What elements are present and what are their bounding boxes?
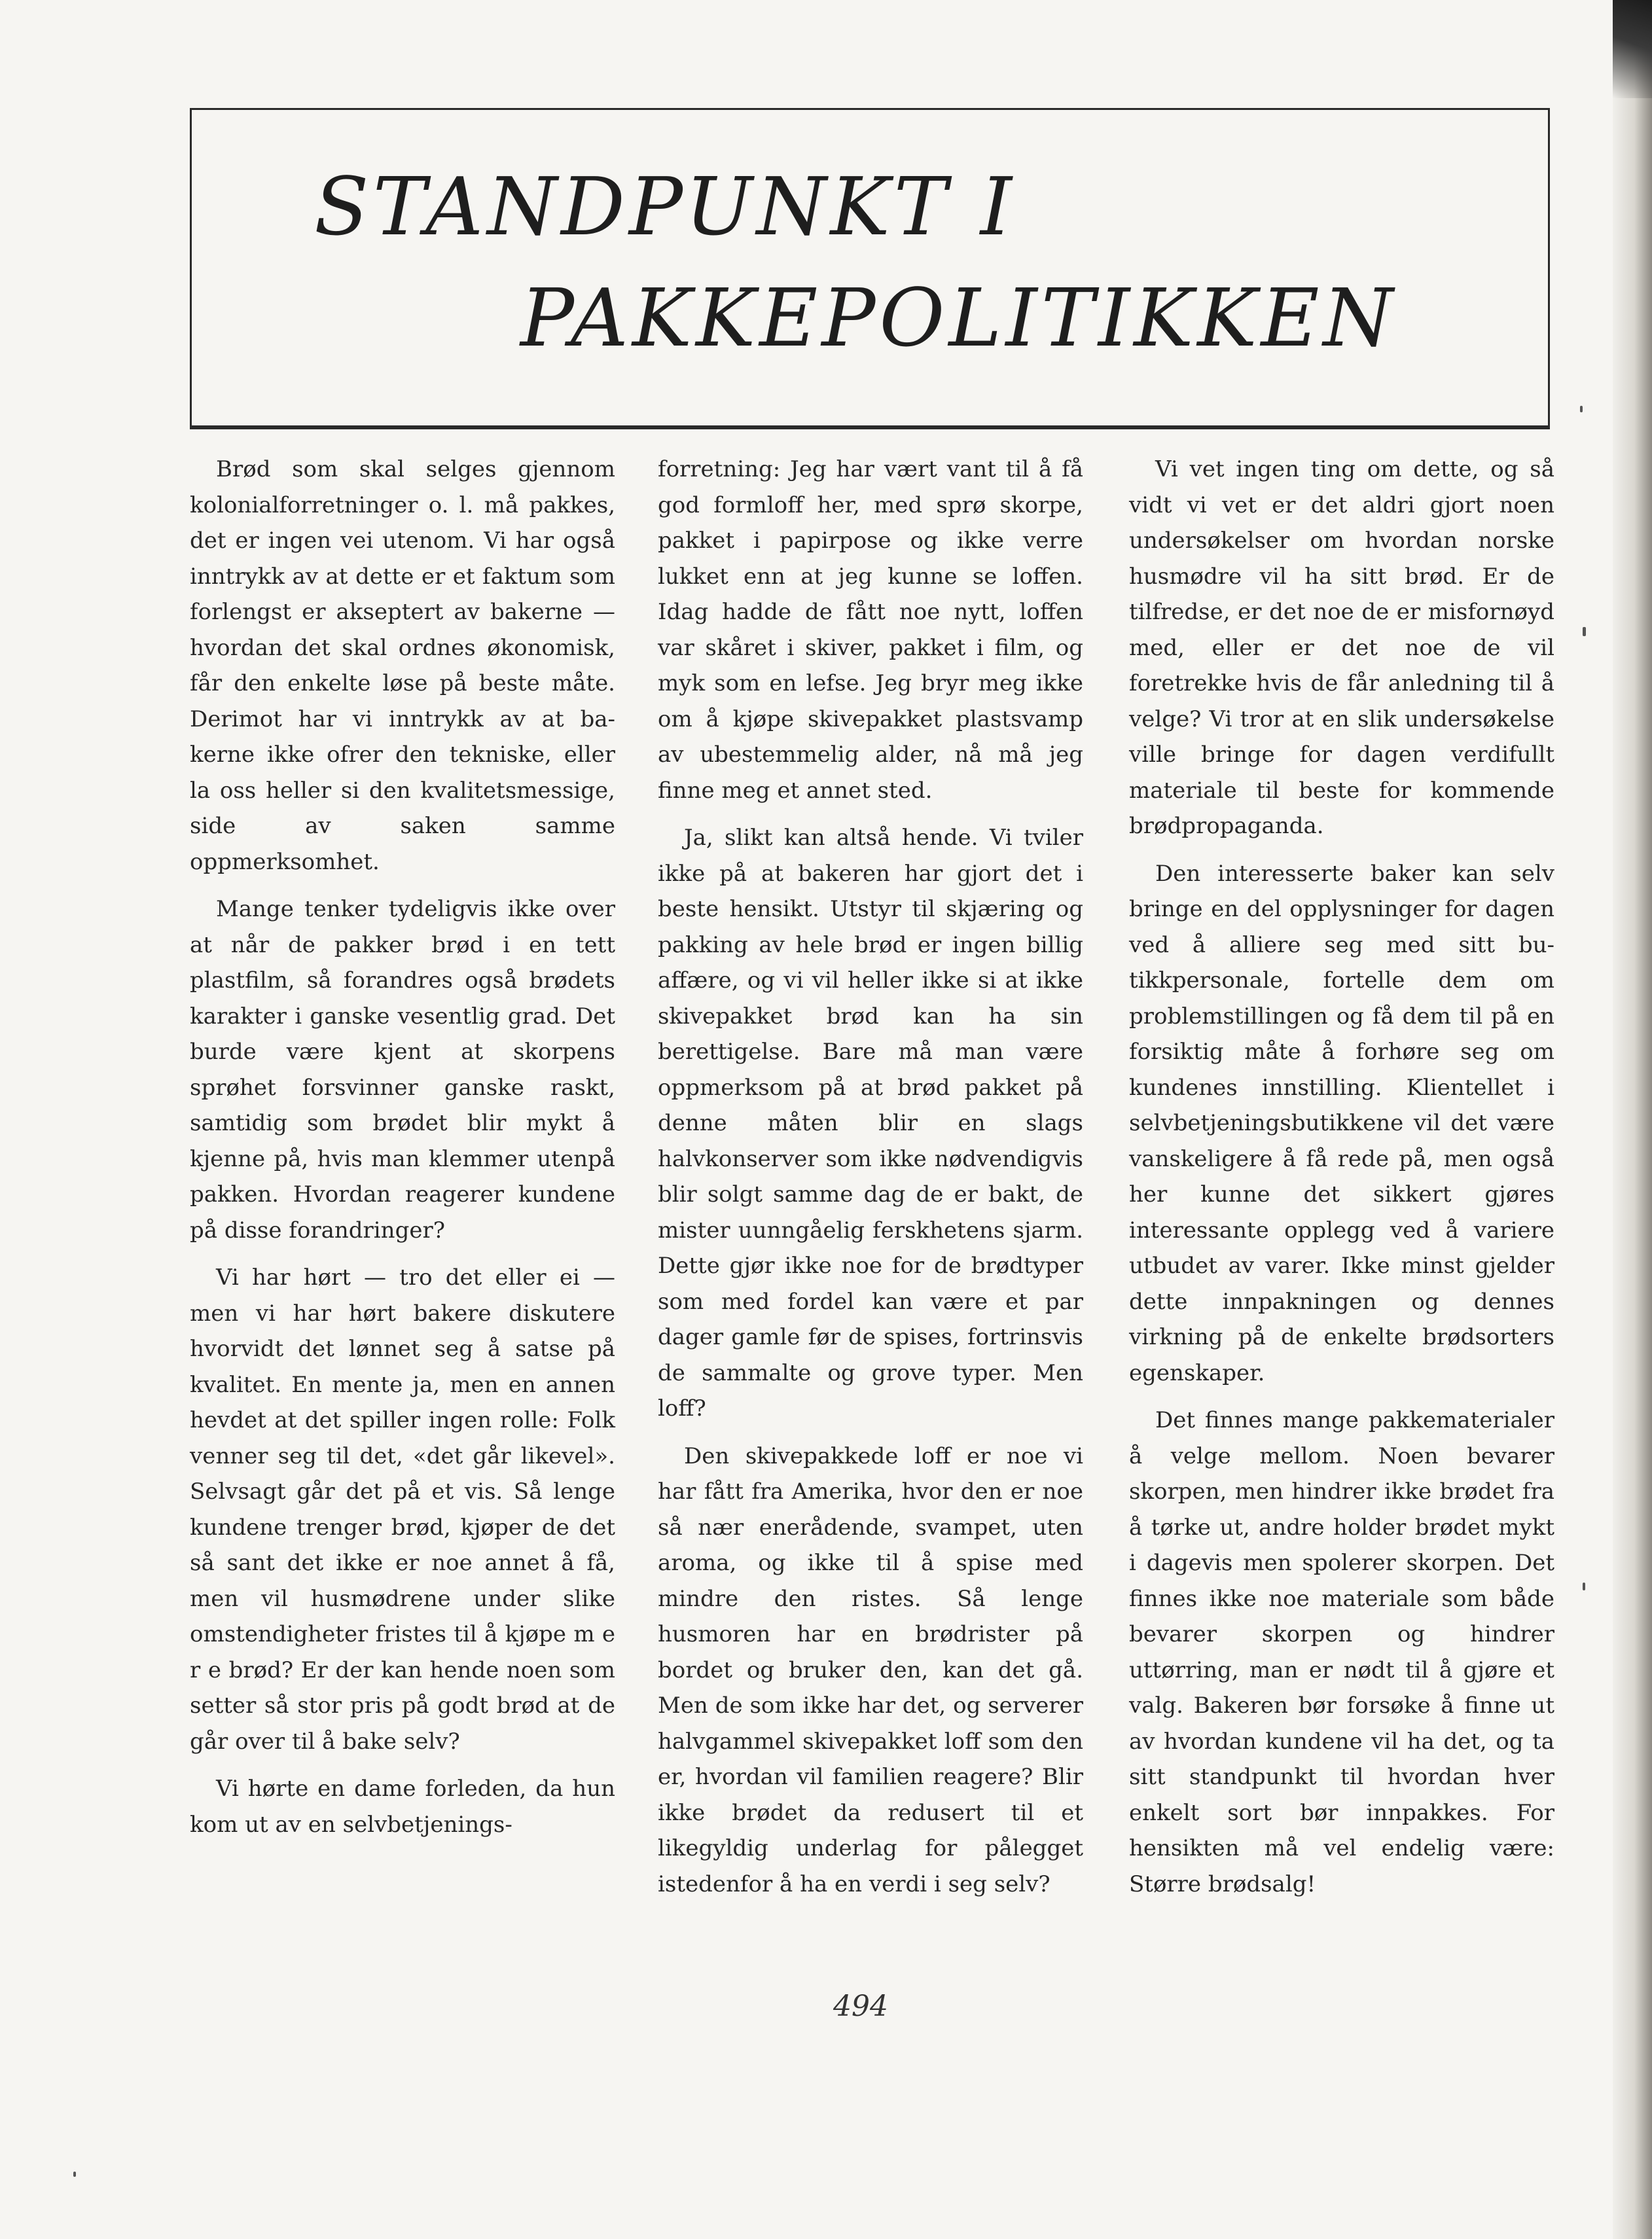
paragraph: Brød som skal selges gjennom kolonialforretninger o. l. må pakkes, det er ingen vei utenom. Vi har også inntrykk av at dette er et faktum som forlengst er akseptert av bakerne — hvordan det skal ordnes økonomisk, får den enkelte løse på beste måte. Derimot har vi inntrykk av at bakerne ikke ofrer den tekniske, eller la oss heller si den kvalitetsmessige, side av saken samme oppmerksomhet. xyxy=(190,456,615,875)
paragraph: Vi vet ingen ting om dette, og så vidt vi vet er det aldri gjort noen undersøkelser om hvordan norske husmødre vil ha sitt brød. Er de tilfredse, er det noe de er misfornøyd med, eller er det noe de vil foretrekke hvis de får anledning til å velge? Vi tror at en slik undersøkelse ville bringe for dagen verdifullt materiale til beste for kommende brødpropaganda. xyxy=(1129,456,1554,839)
margin-speck xyxy=(1580,406,1583,412)
paragraph: Det finnes mange pakkematerialer å velge mellom. Noen bevarer skorpen, men hindrer ikke brødet fra å tørke ut, andre holder brødet mykt i dagevis men spolerer skorpen. Det finnes ikke noe materiale som både bevarer skorpen og hindrer uttørring, man er nødt til å gjøre et valg. Bakeren bør forsøke å finne ut av hvordan kundene vil ha det, og ta sitt standpunkt til hvordan hver enkelt sort bør innpakkes. For hensikten må vel endelig være: Større brødsalg! xyxy=(1129,1407,1554,1897)
paragraph: Den skivepakkede loff er noe vi har fått fra Amerika, hvor den er noe så nær enerådende, svampet, uten aroma, og ikke til å spise med mindre den ristes. Så lenge husmoren har en brødrister på bordet og bruker den, kan det gå. Men de som ikke har det, og serverer halvgammel skivepakket loff som den er, hvordan vil familien reagere? Blir ikke brødet da redusert til et likegyldig underlag for pålegget istedenfor å ha en verdi i seg selv? xyxy=(658,1442,1083,1897)
text-column-2 xyxy=(658,452,1083,1914)
title-underline-rule xyxy=(190,427,1550,429)
paragraph: Vi hørte en dame forleden, da hun kom ut av en selvbetjenings- xyxy=(190,1776,615,1838)
paragraph: Ja, slikt kan altså hende. Vi tviler ikke på at bakeren har gjort det i beste hensikt. Utstyr til skjæring og pakking av hele brød er ingen billig affære, og vi vil heller ikke si at ikke skivepakket brød kan ha sin berettigelse. Bare må man være oppmerksom på at brød pakket på denne måten blir en slags halvkonserver som ikke nødvendigvis blir solgt samme dag de er bakt, de mister uunngåelig ferskhetens sjarm. Dette gjør ikke noe for de brødtyper som med fordel kan være et par dager gamle før de spises, fortrinsvis de sammalte og grove typer. Men loff? xyxy=(658,825,1083,1422)
margin-speck xyxy=(1583,1583,1585,1590)
paragraph: Den interesserte baker kan selv bringe en del opplysninger for dagen ved å alliere seg med sitt butikkpersonale, fortelle dem om problemstillingen og få dem til på en forsiktig måte å forhøre seg om kundenes innstilling. Klientellet i selvbetjeningsbutikkene vil det være vanskeligere å få rede på, men også her kunne det sikkert gjøres interessante opplegg ved å variere utbudet av varer. Ikke minst gjelder dette innpakningen og dennes virkning på de enkelte brødsorters egenskaper. xyxy=(1129,860,1554,1386)
paragraph: Vi har hørt — tro det eller ei — men vi har hørt bakere diskutere hvorvidt det lønnet seg å satse på kvalitet. En mente ja, men en annen hevdet at det spiller ingen rolle: Folk venner seg til det, «det går likevel». Selvsagt går det på et vis. Så lenge kundene trenger brød, kjøper de det så sant det ikke er noe annet å få, men vil husmødrene under slike omstendigheter fristes til å kjøpe m e r e brød? Er der kan hende noen som setter så stor pris på godt brød at de går over til å bake selv? xyxy=(190,1264,615,1755)
paragraph: forretning: Jeg har vært vant til å få god formloff her, med sprø skorpe, pakket i papirpose og ikke verre lukket enn at jeg kunne se loffen. Idag hadde de fått noe nytt, loffen var skåret i skiver, pakket i film, og myk som en lefse. Jeg bryr meg ikke om å kjøpe skivepakket plastsvamp av ubestemmelig alder, nå må jeg finne meg et annet sted. xyxy=(658,456,1083,804)
book-binding-shadow xyxy=(1613,0,1652,2239)
title-frame xyxy=(190,108,1550,427)
page-number: 494 xyxy=(833,1990,888,2023)
margin-speck xyxy=(1583,627,1586,636)
article-title-line-2: PAKKEPOLITIKKEN xyxy=(520,272,1397,365)
article-title-line-1: STANDPUNKT I xyxy=(314,160,1016,253)
margin-speck xyxy=(73,2172,76,2177)
paragraph: Mange tenker tydeligvis ikke over at når de pakker brød i en tett plastfilm, så forandres også brødets karakter i ganske vesentlig grad. Det burde være kjent at skorpens sprøhet forsvinner ganske raskt, samtidig som brødet blir mykt å kjenne på, hvis man klemmer utenpå pakken. Hvordan reagerer kundene på disse forandringer? xyxy=(190,896,615,1244)
text-column-3 xyxy=(1129,452,1554,1914)
text-column-1 xyxy=(190,452,615,1854)
book-binding-corner xyxy=(1613,0,1652,98)
